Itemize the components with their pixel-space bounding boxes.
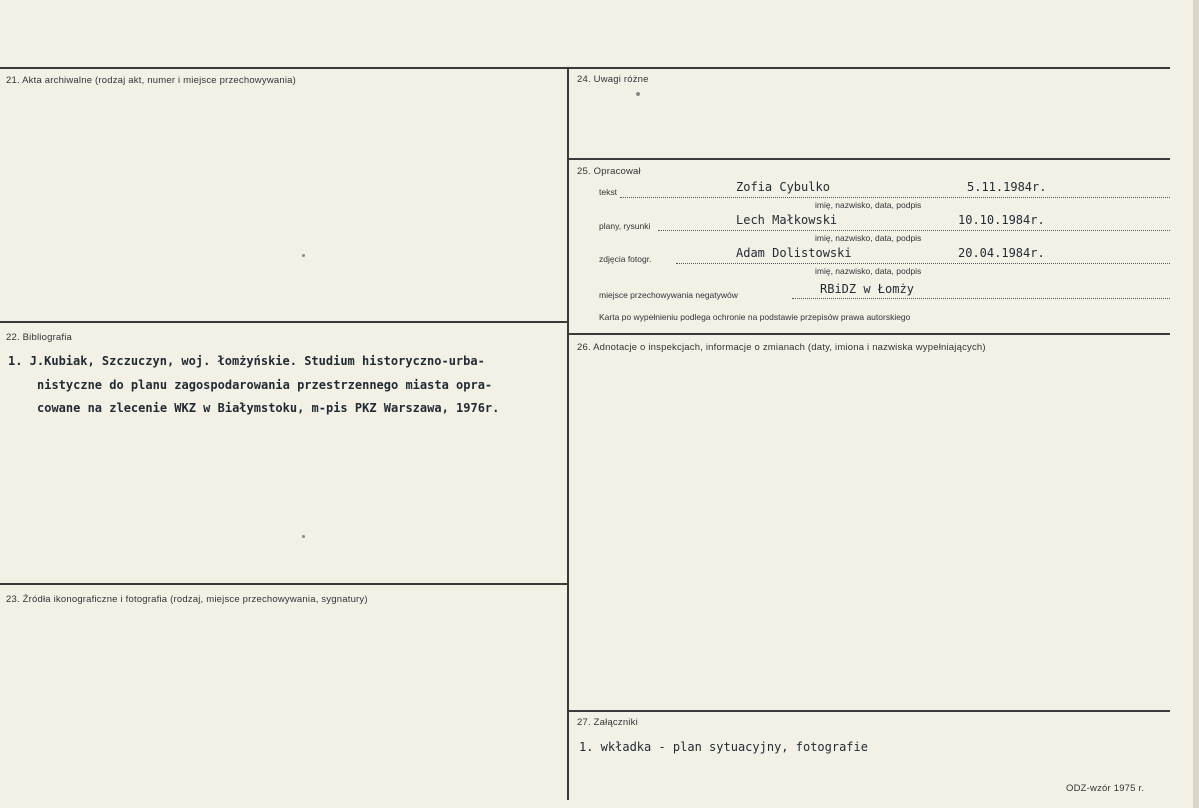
dotted-line-photos: [676, 263, 1170, 264]
divider-26-27: [569, 710, 1170, 712]
field-label-drawings: plany, rysunki: [599, 221, 651, 231]
caption-photos: imię, nazwisko, data, podpis: [815, 266, 922, 276]
dotted-line-text: [620, 197, 1170, 198]
divider-21-22: [0, 321, 567, 323]
bibliography-line-3: cowane na zlecenie WKZ w Białymstoku, m-pis PKZ Warszawa, 1976r.: [37, 401, 500, 415]
form-reference: ODZ-wzór 1975 r.: [1066, 783, 1145, 794]
divider-22-23: [0, 583, 567, 585]
negatives-location: RBiDZ w Łomży: [820, 282, 914, 296]
caption-text: imię, nazwisko, data, podpis: [815, 200, 922, 210]
author-text-date: 5.11.1984r.: [967, 180, 1047, 194]
copyright-note: Karta po wypełnieniu podlega ochronie na podstawie przepisów prawa autorskiego: [599, 312, 911, 322]
center-divider: [567, 67, 569, 800]
divider-24-25: [569, 158, 1170, 160]
author-text-name: Zofia Cybulko: [736, 180, 830, 194]
dotted-line-negatives: [792, 298, 1170, 299]
section-22-label: 22. Bibliografia: [6, 332, 73, 343]
bibliography-line-2: nistyczne do planu zagospodarowania przestrzennego miasta opra-: [37, 378, 493, 392]
section-23-label: 23. Źródła ikonograficzne i fotografia (rodzaj, miejsce przechowywania, sygnatury): [6, 594, 368, 605]
section-26-label: 26. Adnotacje o inspekcjach, informacje o zmianach (daty, imiona i nazwiska wypełniających): [577, 342, 986, 353]
author-drawings-name: Lech Małkowski: [736, 213, 838, 227]
negatives-label: miejsce przechowywania negatywów: [599, 290, 738, 300]
section-21-label: 21. Akta archiwalne (rodzaj akt, numer i miejsce przechowywania): [6, 75, 297, 86]
section-25-label: 25. Opracował: [577, 166, 641, 177]
bibliography-line-1: 1. J.Kubiak, Szczuczyn, woj. łomżyńskie. Studium historyczno-urba-: [8, 354, 485, 368]
author-photos-name: Adam Dolistowski: [736, 246, 852, 260]
author-photos-date: 20.04.1984r.: [958, 246, 1045, 260]
section-24-label: 24. Uwagi różne: [577, 74, 649, 85]
author-drawings-date: 10.10.1984r.: [958, 213, 1045, 227]
paper-speck: [302, 254, 305, 257]
paper-speck: [302, 535, 305, 538]
caption-drawings: imię, nazwisko, data, podpis: [815, 233, 922, 243]
page-edge: [1193, 0, 1199, 808]
attachment-entry: 1. wkładka - plan sytuacyjny, fotografie: [579, 740, 868, 754]
field-label-photos: zdjęcia fotogr.: [599, 254, 652, 264]
section-27-label: 27. Załączniki: [577, 717, 638, 728]
divider-25-26: [569, 333, 1170, 335]
top-rule: [0, 67, 1170, 69]
dotted-line-drawings: [658, 230, 1170, 231]
paper-speck: [636, 92, 640, 96]
field-label-text: tekst: [599, 187, 617, 197]
